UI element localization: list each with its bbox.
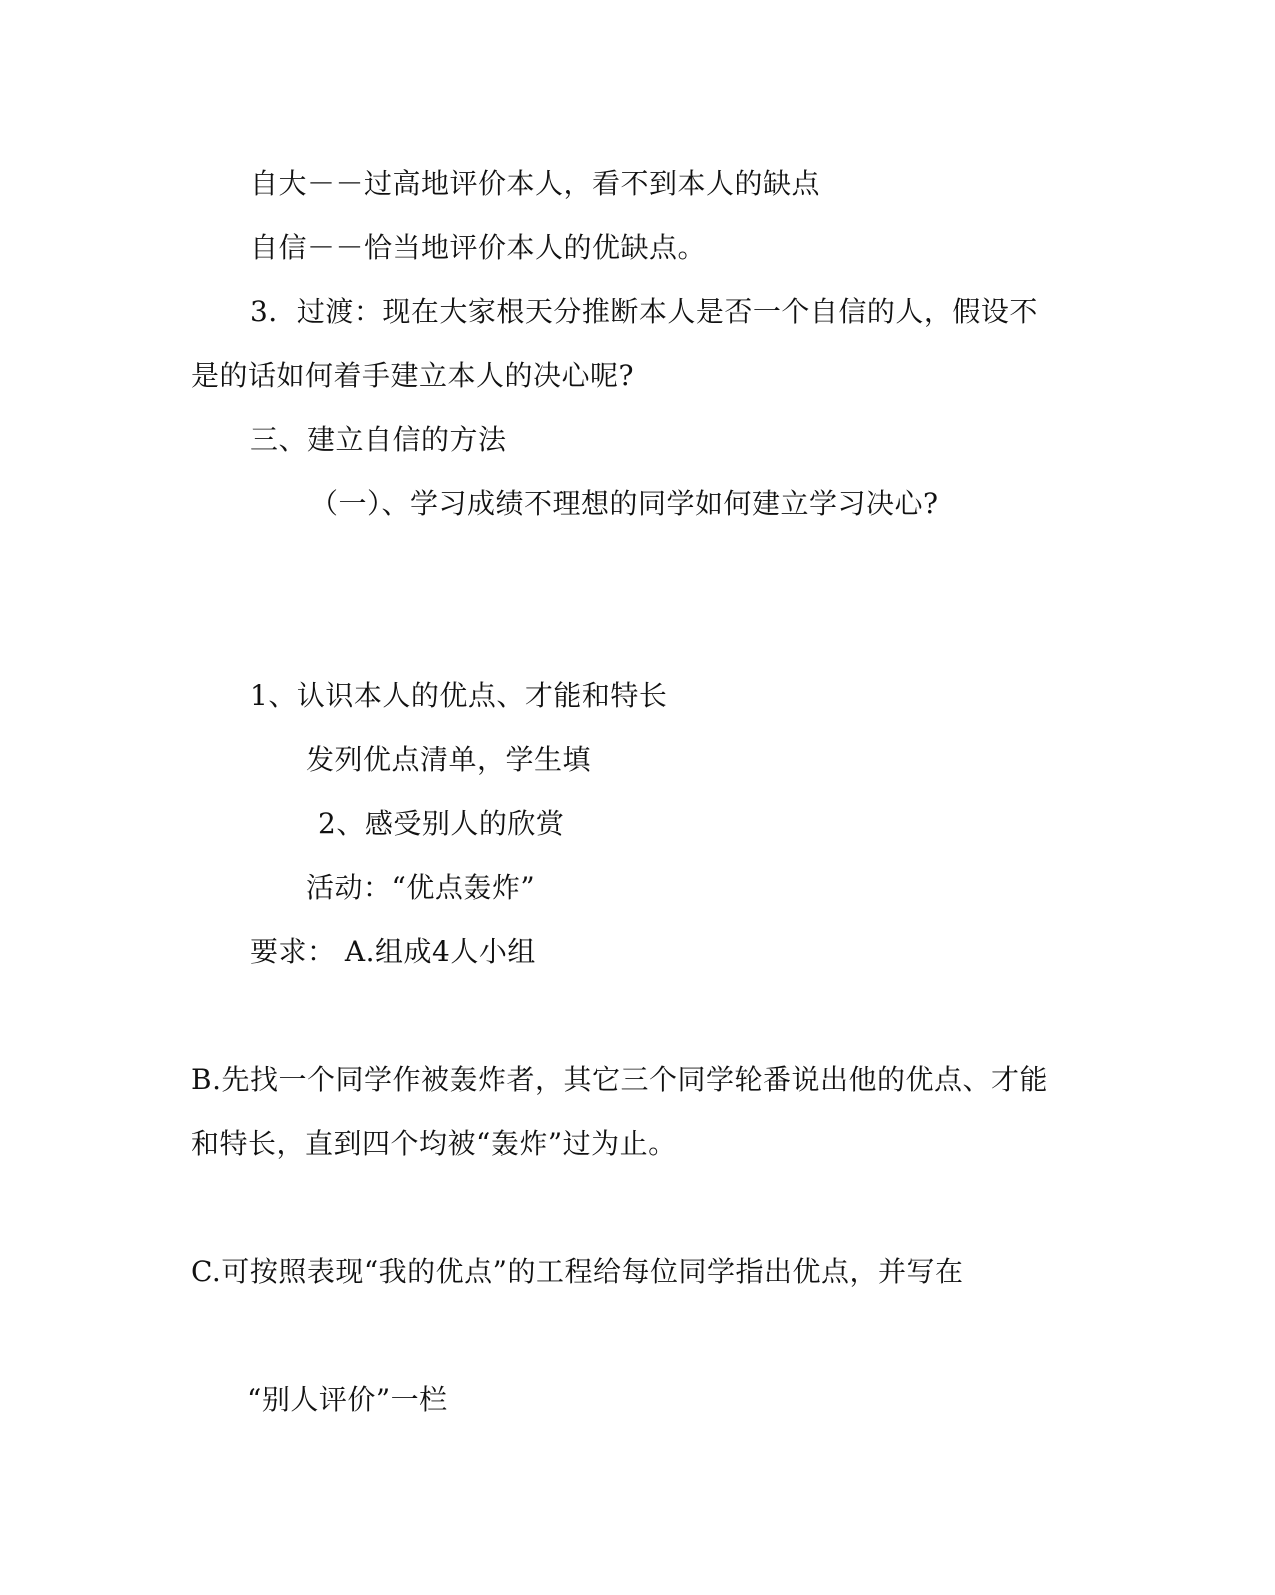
text-line: C.可按照表现“我的优点”的工程给每位同学指出优点，并写在 <box>191 1255 964 1288</box>
subsection-heading: （一）、学习成绩不理想的同学如何建立学习决心? <box>310 487 939 520</box>
text-line: 是的话如何着手建立本人的决心呢? <box>191 359 635 392</box>
text-line: 发列优点清单，学生填 <box>306 743 592 776</box>
text-line: 活动：“优点轰炸” <box>306 871 536 904</box>
text-line: 自信－－恰当地评价本人的优缺点。 <box>250 231 707 264</box>
text-line: 要求： A.组成4人小组 <box>250 935 536 968</box>
text-line: 自大－－过高地评价本人，看不到本人的缺点 <box>250 167 821 200</box>
list-item: 2、感受别人的欣赏 <box>318 807 565 840</box>
list-item: 1、认识本人的优点、才能和特长 <box>250 679 668 712</box>
text-line: 和特长，直到四个均被“轰炸”过为止。 <box>191 1127 677 1160</box>
section-heading: 三、建立自信的方法 <box>250 423 507 456</box>
text-line: “别人评价”一栏 <box>247 1383 448 1416</box>
text-line: B.先找一个同学作被轰炸者，其它三个同学轮番说出他的优点、才能 <box>191 1063 1048 1096</box>
text-line: 3．过渡：现在大家根天分推断本人是否一个自信的人，假设不 <box>250 295 1038 328</box>
